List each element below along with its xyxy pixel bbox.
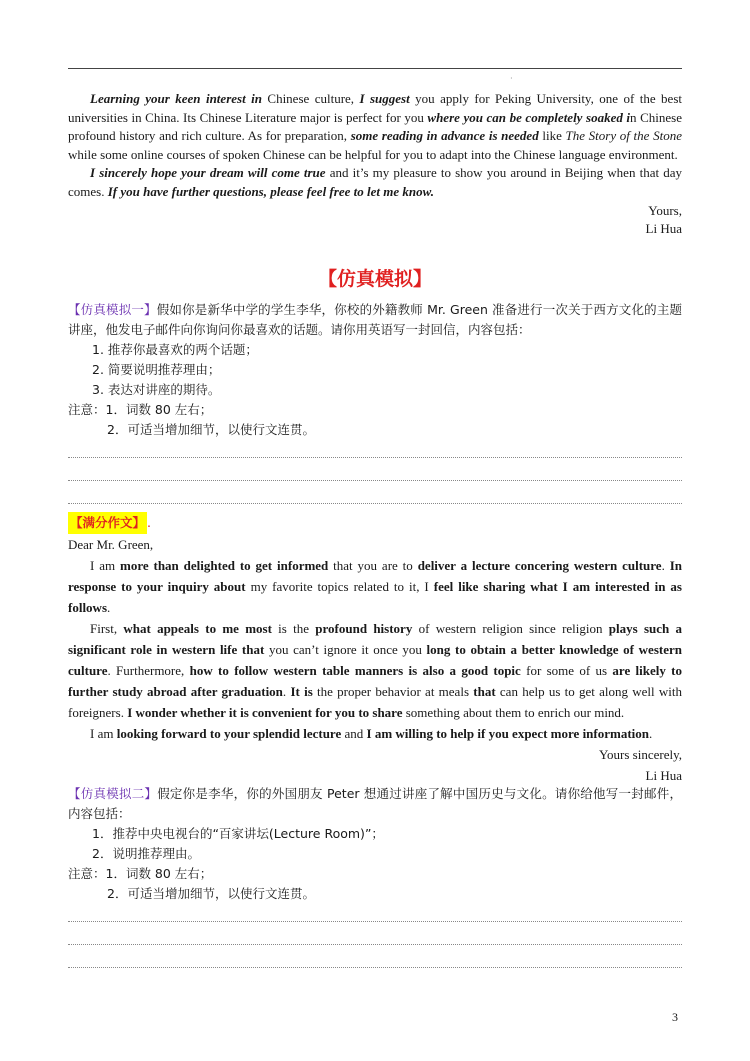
task-one-note-1: 注意：1．词数 80 左右； [68,402,213,417]
letter-one [68,90,682,239]
letter-one-paragraph-1 [68,90,682,164]
emphasis-text: If you have further questions, please feel free to let me know. [107,183,435,199]
body-text: and it’s my pleasure to show you around in Beijing when that day comes. [68,165,682,199]
letter-two-closing: Yours sincerely, [598,747,682,762]
page-number: 3 [672,1010,678,1024]
body-text: while some online courses of spoken Chinese can be helpful for you to adapt into the Chinese language environment. [68,146,678,162]
emphasis-text: looking forward to your splendid lecture [116,726,342,741]
letter-one-signature: Li Hua [645,221,682,237]
body-text: and [341,726,367,741]
section-title: 【仿真模拟】 [317,268,432,290]
emphasis-text: The Story of the Stone [565,128,682,144]
answer-line [68,967,682,968]
letter-two-paragraph-1 [68,555,682,618]
emphasis-text: more than delighted to get informed [119,558,329,573]
body-text: you apply for Peking University, one of the best universities in China. Its Chinese Literature major is perfect for you [68,91,682,125]
emphasis-text: I suggest [359,91,410,106]
answer-line [68,480,682,481]
emphasis-text: I sincerely hope your dream will come true [90,165,326,181]
task-two-note-1: 注意：1．词数 80 左右； [68,866,213,881]
body-text: n Chinese profound history and rich culture. As for preparation, [68,109,682,144]
body-text: my favorite topics related to it, I [245,579,434,594]
emphasis-text: I wonder whether it is convenient for you to share [127,705,403,720]
model-essay [68,512,682,786]
task-two-note-2: 2．可适当增加细节，以使行文连贯。 [107,886,315,901]
emphasis-text: long to obtain a better knowledge of western culture [68,642,682,678]
task-one-tag: 【仿真模拟一】 [68,302,157,317]
task-one-prompt-text: 假如你是新华中学的学生李华，你校的外籍教师 Mr. Green 准备进行一次关于西方文化的主题讲座，他发电子邮件向你询问你最喜欢的话题。请你用英语写一封回信，内容包括： [68,302,682,337]
body-text: of western religion since religion [412,621,609,636]
emphasis-text: Learning your keen interest in [90,91,262,106]
header-dot: · [510,74,513,83]
task-two [68,784,682,904]
task-one-note-2: 2．可适当增加细节，以使行文连贯。 [107,422,315,437]
body-text: like [538,128,566,144]
model-tag-line [68,512,682,534]
body-text: I am [90,558,120,573]
body-text: that you are to [328,558,418,573]
letter-one-paragraph-2 [68,164,682,201]
answer-line [68,503,682,504]
emphasis-text: deliver a lecture concering western culture [417,558,662,573]
emphasis-text: how to follow western table manners is also a good topic [189,663,521,678]
answer-line [68,921,682,922]
body-text: . Furthermore, [107,663,190,678]
answer-line [68,457,682,458]
answer-line [68,944,682,945]
body-text: for some of us [520,663,613,678]
letter-two-greeting: Dear Mr. Green, [68,537,154,552]
emphasis-text: are likely to further study abroad after graduation [68,663,683,699]
letter-two-signature: Li Hua [645,768,682,783]
task-two-tag: 【仿真模拟二】 [68,786,158,801]
task-two-prompt [68,784,682,824]
emphasis-text: I am willing to help if you expect more information [366,726,650,741]
body-text: something about them to enrich our mind. [402,705,625,720]
model-essay-tag-suffix: . [147,515,151,530]
emphasis-text: that [473,684,496,699]
task-one-item-1: 1. 推荐你最喜欢的两个话题； [92,342,258,357]
emphasis-text: It is [290,684,313,699]
task-one [68,300,682,440]
emphasis-text: some reading in advance is needed [350,128,539,144]
body-text: . [282,684,291,699]
task-two-item-1: 1．推荐中央电视台的“百家讲坛(Lecture Room)”； [92,826,384,841]
body-text: . [661,558,670,573]
emphasis-text: what appeals to me most [123,621,272,636]
body-text: is the [271,621,316,636]
emphasis-text: feel like sharing what I am interested in as follows [68,579,682,615]
body-text: the proper behavior at meals [312,684,474,699]
body-text: First, [90,621,124,636]
emphasis-text: plays such a significant role in western life that [68,621,683,657]
body-text: . [649,726,653,741]
body-text: . [107,600,111,615]
emphasis-text: where you can be completely soaked i [427,109,631,125]
body-text: I am [90,726,117,741]
task-one-item-2: 2. 简要说明推荐理由； [92,362,221,377]
model-essay-tag: 【满分作文】 [68,512,147,534]
body-text: Chinese culture, [261,91,360,106]
header-rule [68,68,682,69]
letter-two-paragraph-3 [68,723,682,744]
task-one-item-3: 3. 表达对讲座的期待。 [92,382,221,397]
emphasis-text: In response to your inquiry about [68,558,683,594]
letter-two-paragraph-2 [68,618,682,723]
body-text: can help us to get along well with foreigners. [68,684,683,720]
task-two-prompt-text: 假定你是李华，你的外国朋友 Peter 想通过讲座了解中国历史与文化。请你给他写一封邮件，内容包括： [68,786,682,821]
task-two-item-2: 2．说明推荐理由。 [92,846,200,861]
body-text: you can’t ignore it once you [264,642,427,657]
emphasis-text: profound history [315,621,413,636]
task-one-prompt [68,300,682,340]
letter-one-closing: Yours, [648,202,682,218]
